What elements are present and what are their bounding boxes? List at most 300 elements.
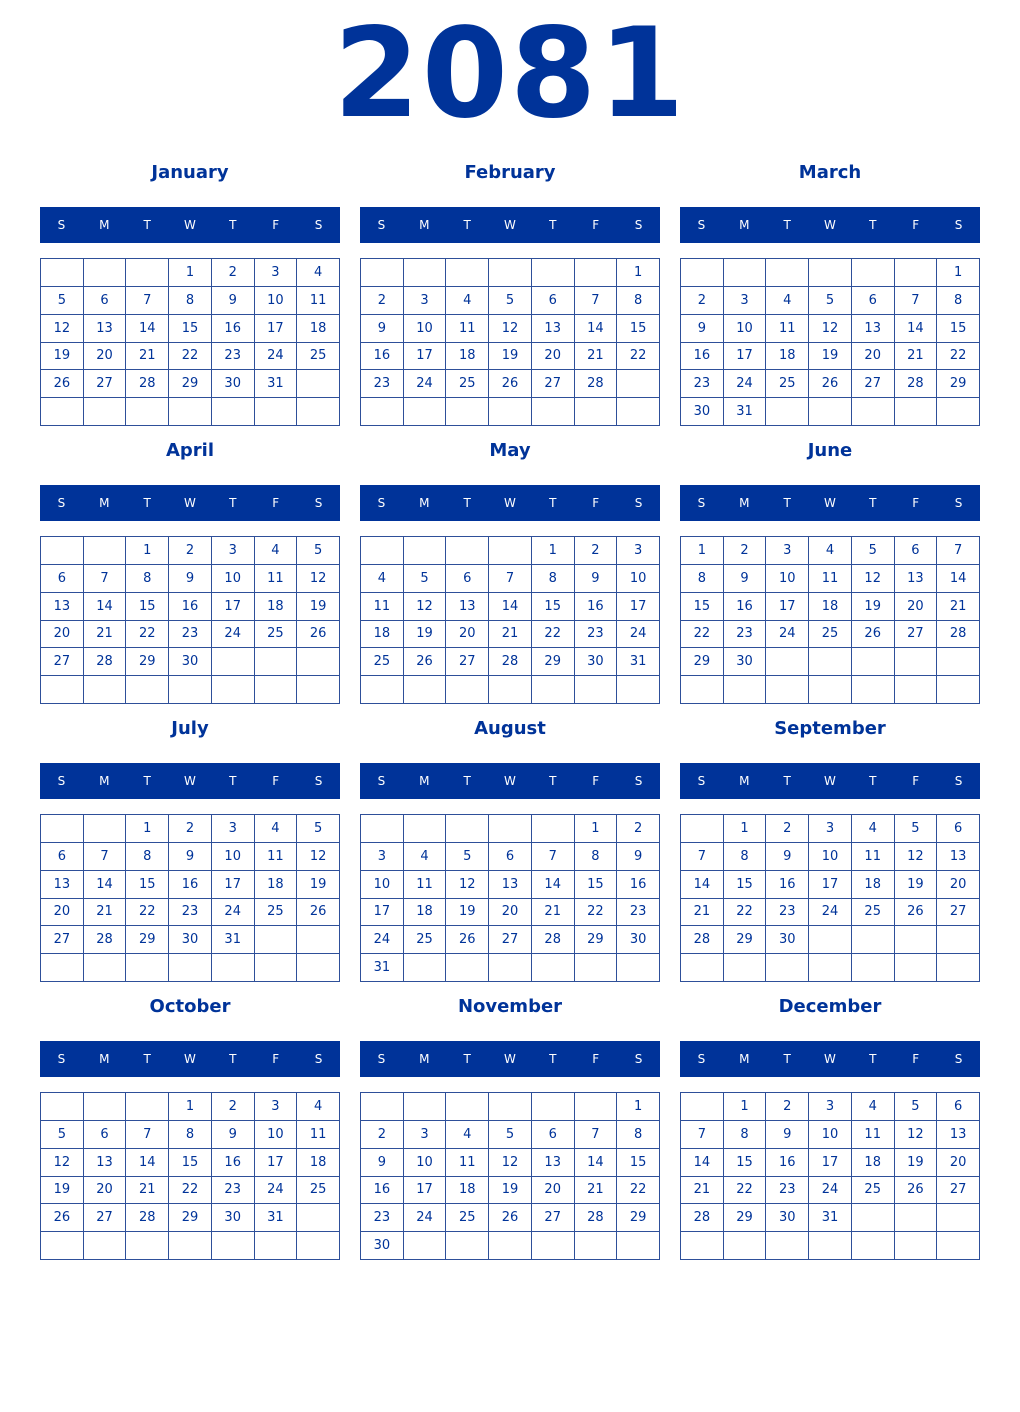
weekday-label: T — [549, 774, 557, 788]
day-cell: 7 — [532, 843, 575, 871]
day-cell: 27 — [937, 1177, 980, 1205]
day-cell: 15 — [724, 871, 767, 899]
day-cell — [724, 676, 767, 704]
day-cell: 30 — [617, 926, 660, 954]
weekday-header — [360, 207, 660, 243]
day-cell — [681, 676, 724, 704]
day-cell: 14 — [575, 315, 618, 343]
day-cell: 25 — [852, 899, 895, 927]
day-cell: 4 — [446, 1121, 489, 1149]
day-cell: 18 — [361, 621, 404, 649]
day-cell: 23 — [212, 1177, 255, 1205]
weekday-label: S — [634, 496, 643, 510]
day-cell: 2 — [766, 1093, 809, 1121]
day-cell: 25 — [404, 926, 447, 954]
day-cell — [84, 954, 127, 982]
day-cell: 11 — [297, 287, 340, 315]
day-cell — [212, 676, 255, 704]
day-cell — [766, 1232, 809, 1260]
day-cell — [446, 398, 489, 426]
day-cell: 29 — [532, 648, 575, 676]
day-cell: 27 — [532, 370, 575, 398]
day-cell: 13 — [532, 315, 575, 343]
weekday-label: T — [869, 218, 877, 232]
day-cell — [84, 815, 127, 843]
day-cell: 3 — [212, 537, 255, 565]
day-cell — [937, 1204, 980, 1232]
day-cell: 4 — [766, 287, 809, 315]
day-cell: 10 — [361, 871, 404, 899]
day-cell — [41, 1093, 84, 1121]
day-cell: 8 — [126, 843, 169, 871]
weekday-label: M — [419, 496, 430, 510]
weekday-label: S — [954, 774, 963, 788]
day-cell: 6 — [41, 843, 84, 871]
day-cell — [41, 259, 84, 287]
day-cell: 16 — [169, 871, 212, 899]
day-cell: 2 — [169, 815, 212, 843]
day-cell: 17 — [404, 343, 447, 371]
day-cell: 28 — [489, 648, 532, 676]
day-cell: 29 — [126, 926, 169, 954]
weekday-label: S — [697, 496, 706, 510]
day-cell: 8 — [126, 565, 169, 593]
day-cell: 19 — [852, 593, 895, 621]
day-cell — [489, 259, 532, 287]
day-cell: 7 — [575, 1121, 618, 1149]
day-cell: 14 — [126, 1149, 169, 1177]
day-cell — [852, 259, 895, 287]
day-cell — [724, 954, 767, 982]
day-cell — [809, 926, 852, 954]
weekday-label: F — [592, 774, 600, 788]
day-cell: 10 — [212, 843, 255, 871]
day-cell — [361, 815, 404, 843]
day-cell: 23 — [169, 621, 212, 649]
day-cell: 25 — [297, 343, 340, 371]
day-cell: 12 — [41, 1149, 84, 1177]
day-cell — [809, 676, 852, 704]
day-cell — [84, 259, 127, 287]
day-cell — [404, 1093, 447, 1121]
weekday-header — [360, 1041, 660, 1077]
day-cell: 22 — [532, 621, 575, 649]
day-cell: 31 — [212, 926, 255, 954]
day-cell: 4 — [852, 1093, 895, 1121]
day-cell — [895, 648, 938, 676]
day-cell: 6 — [895, 537, 938, 565]
day-cell: 26 — [852, 621, 895, 649]
days-grid — [680, 814, 980, 982]
weekday-label: F — [272, 1052, 280, 1066]
day-cell: 31 — [361, 954, 404, 982]
day-cell: 12 — [489, 1149, 532, 1177]
day-cell — [852, 1204, 895, 1232]
day-cell — [126, 1093, 169, 1121]
day-cell — [297, 398, 340, 426]
weekday-label: T — [869, 1052, 877, 1066]
day-cell: 31 — [617, 648, 660, 676]
day-cell: 5 — [489, 1121, 532, 1149]
day-cell — [724, 259, 767, 287]
day-cell — [724, 1232, 767, 1260]
day-cell: 8 — [169, 1121, 212, 1149]
day-cell: 28 — [681, 1204, 724, 1232]
day-cell: 6 — [937, 815, 980, 843]
day-cell: 3 — [766, 537, 809, 565]
weekday-label: M — [739, 1052, 750, 1066]
day-cell: 12 — [852, 565, 895, 593]
day-cell — [41, 537, 84, 565]
weekday-label: W — [824, 218, 836, 232]
month-name: October — [149, 996, 231, 1017]
day-cell: 21 — [489, 621, 532, 649]
day-cell — [809, 259, 852, 287]
day-cell: 18 — [446, 343, 489, 371]
day-cell: 11 — [446, 315, 489, 343]
day-cell: 7 — [681, 1121, 724, 1149]
day-cell: 13 — [895, 565, 938, 593]
day-cell — [532, 398, 575, 426]
day-cell: 8 — [937, 287, 980, 315]
weekday-label: W — [824, 774, 836, 788]
weekday-label: S — [954, 496, 963, 510]
weekday-label: W — [184, 218, 196, 232]
day-cell: 2 — [617, 815, 660, 843]
day-cell: 11 — [255, 843, 298, 871]
day-cell: 14 — [489, 593, 532, 621]
day-cell: 26 — [489, 370, 532, 398]
day-cell: 7 — [895, 287, 938, 315]
day-cell: 12 — [404, 593, 447, 621]
day-cell — [255, 1232, 298, 1260]
day-cell: 28 — [681, 926, 724, 954]
day-cell: 24 — [766, 621, 809, 649]
day-cell — [575, 676, 618, 704]
day-cell: 29 — [169, 370, 212, 398]
day-cell: 12 — [809, 315, 852, 343]
weekday-label: M — [99, 774, 110, 788]
days-grid — [360, 536, 660, 704]
weekday-label: T — [229, 218, 237, 232]
day-cell: 10 — [404, 1149, 447, 1177]
day-cell: 22 — [617, 343, 660, 371]
day-cell — [532, 815, 575, 843]
day-cell — [297, 370, 340, 398]
day-cell: 8 — [532, 565, 575, 593]
month-name: August — [474, 718, 546, 739]
weekday-label: T — [783, 774, 791, 788]
day-cell: 25 — [446, 370, 489, 398]
day-cell — [489, 537, 532, 565]
day-cell: 11 — [297, 1121, 340, 1149]
day-cell: 13 — [852, 315, 895, 343]
weekday-label: T — [463, 496, 471, 510]
day-cell: 15 — [169, 315, 212, 343]
day-cell: 10 — [255, 287, 298, 315]
day-cell: 27 — [532, 1204, 575, 1232]
weekday-header — [40, 485, 340, 521]
day-cell: 28 — [84, 648, 127, 676]
day-cell: 14 — [532, 871, 575, 899]
day-cell — [126, 1232, 169, 1260]
weekday-label: T — [783, 1052, 791, 1066]
month-name: July — [171, 718, 209, 739]
day-cell — [404, 676, 447, 704]
day-cell: 9 — [361, 315, 404, 343]
month-name: December — [778, 996, 882, 1017]
day-cell — [404, 259, 447, 287]
day-cell: 21 — [575, 1177, 618, 1205]
day-cell: 28 — [575, 370, 618, 398]
day-cell: 6 — [446, 565, 489, 593]
day-cell: 29 — [617, 1204, 660, 1232]
day-cell — [895, 259, 938, 287]
day-cell: 13 — [41, 871, 84, 899]
day-cell: 19 — [809, 343, 852, 371]
day-cell: 10 — [404, 315, 447, 343]
day-cell: 29 — [169, 1204, 212, 1232]
day-cell: 11 — [404, 871, 447, 899]
weekday-header — [680, 1041, 980, 1077]
day-cell — [489, 398, 532, 426]
day-cell: 11 — [361, 593, 404, 621]
day-cell: 25 — [852, 1177, 895, 1205]
weekday-label: S — [377, 496, 386, 510]
day-cell — [446, 1232, 489, 1260]
day-cell: 30 — [681, 398, 724, 426]
day-cell: 21 — [532, 899, 575, 927]
day-cell — [404, 398, 447, 426]
day-cell: 24 — [404, 1204, 447, 1232]
day-cell — [169, 954, 212, 982]
day-cell: 23 — [766, 899, 809, 927]
day-cell: 6 — [84, 1121, 127, 1149]
day-cell — [681, 954, 724, 982]
day-cell — [852, 398, 895, 426]
day-cell: 14 — [681, 871, 724, 899]
day-cell — [895, 398, 938, 426]
day-cell: 13 — [41, 593, 84, 621]
day-cell: 5 — [895, 1093, 938, 1121]
day-cell: 11 — [766, 315, 809, 343]
day-cell: 26 — [41, 1204, 84, 1232]
day-cell — [809, 1232, 852, 1260]
day-cell: 8 — [575, 843, 618, 871]
day-cell: 24 — [617, 621, 660, 649]
day-cell: 29 — [937, 370, 980, 398]
day-cell — [852, 926, 895, 954]
day-cell: 22 — [681, 621, 724, 649]
day-cell: 13 — [532, 1149, 575, 1177]
day-cell: 1 — [617, 1093, 660, 1121]
weekday-label: S — [377, 218, 386, 232]
day-cell — [297, 1204, 340, 1232]
day-cell: 16 — [766, 871, 809, 899]
day-cell: 3 — [255, 259, 298, 287]
weekday-label: S — [314, 1052, 323, 1066]
day-cell: 6 — [937, 1093, 980, 1121]
day-cell: 15 — [126, 871, 169, 899]
weekday-label: S — [697, 218, 706, 232]
day-cell: 11 — [852, 1121, 895, 1149]
day-cell: 16 — [169, 593, 212, 621]
day-cell: 14 — [84, 593, 127, 621]
day-cell — [361, 259, 404, 287]
day-cell — [255, 926, 298, 954]
day-cell — [895, 926, 938, 954]
day-cell: 19 — [297, 871, 340, 899]
day-cell: 15 — [617, 315, 660, 343]
day-cell — [169, 398, 212, 426]
day-cell: 6 — [84, 287, 127, 315]
weekday-label: T — [143, 496, 151, 510]
day-cell: 23 — [361, 370, 404, 398]
weekday-label: M — [99, 218, 110, 232]
day-cell — [361, 676, 404, 704]
day-cell — [297, 676, 340, 704]
day-cell — [575, 259, 618, 287]
day-cell: 4 — [809, 537, 852, 565]
weekday-header — [680, 485, 980, 521]
weekday-header — [680, 763, 980, 799]
day-cell — [489, 676, 532, 704]
day-cell: 20 — [41, 899, 84, 927]
day-cell — [937, 926, 980, 954]
days-grid — [360, 814, 660, 982]
day-cell: 22 — [169, 343, 212, 371]
weekday-header — [40, 207, 340, 243]
day-cell: 24 — [724, 370, 767, 398]
day-cell: 23 — [212, 343, 255, 371]
day-cell — [404, 815, 447, 843]
day-cell: 27 — [41, 648, 84, 676]
month-name: June — [807, 440, 853, 461]
day-cell: 2 — [724, 537, 767, 565]
day-cell — [852, 648, 895, 676]
day-cell: 25 — [361, 648, 404, 676]
day-cell: 3 — [404, 1121, 447, 1149]
day-cell: 16 — [212, 1149, 255, 1177]
weekday-header — [360, 763, 660, 799]
day-cell: 16 — [361, 1177, 404, 1205]
day-cell: 4 — [404, 843, 447, 871]
weekday-label: T — [783, 218, 791, 232]
days-grid — [40, 536, 340, 704]
day-cell: 17 — [212, 871, 255, 899]
day-cell — [126, 676, 169, 704]
day-cell — [404, 1232, 447, 1260]
day-cell — [297, 926, 340, 954]
weekday-label: S — [377, 774, 386, 788]
weekday-label: S — [697, 1052, 706, 1066]
day-cell: 18 — [404, 899, 447, 927]
day-cell — [41, 1232, 84, 1260]
day-cell — [489, 954, 532, 982]
day-cell — [361, 537, 404, 565]
day-cell — [489, 815, 532, 843]
day-cell — [937, 648, 980, 676]
day-cell — [84, 537, 127, 565]
weekday-label: F — [912, 496, 920, 510]
day-cell: 9 — [575, 565, 618, 593]
day-cell: 29 — [681, 648, 724, 676]
day-cell: 25 — [446, 1204, 489, 1232]
day-cell: 26 — [489, 1204, 532, 1232]
day-cell: 7 — [126, 287, 169, 315]
day-cell — [766, 259, 809, 287]
weekday-label: S — [314, 218, 323, 232]
day-cell: 20 — [532, 1177, 575, 1205]
day-cell: 30 — [212, 370, 255, 398]
day-cell — [895, 676, 938, 704]
day-cell — [361, 1093, 404, 1121]
month-name: May — [489, 440, 531, 461]
day-cell: 20 — [489, 899, 532, 927]
day-cell: 22 — [126, 899, 169, 927]
day-cell — [852, 676, 895, 704]
day-cell — [489, 1093, 532, 1121]
day-cell — [255, 398, 298, 426]
weekday-label: F — [912, 1052, 920, 1066]
day-cell — [766, 648, 809, 676]
day-cell: 24 — [255, 343, 298, 371]
day-cell: 14 — [681, 1149, 724, 1177]
day-cell: 10 — [766, 565, 809, 593]
day-cell: 5 — [41, 1121, 84, 1149]
day-cell: 4 — [255, 537, 298, 565]
day-cell: 15 — [126, 593, 169, 621]
weekday-label: S — [57, 496, 66, 510]
day-cell: 30 — [212, 1204, 255, 1232]
day-cell: 2 — [361, 1121, 404, 1149]
day-cell: 9 — [766, 843, 809, 871]
day-cell — [766, 676, 809, 704]
day-cell: 3 — [404, 287, 447, 315]
day-cell: 3 — [809, 1093, 852, 1121]
day-cell: 15 — [617, 1149, 660, 1177]
day-cell: 12 — [446, 871, 489, 899]
day-cell — [681, 259, 724, 287]
weekday-label: S — [954, 218, 963, 232]
day-cell: 5 — [852, 537, 895, 565]
day-cell: 12 — [489, 315, 532, 343]
day-cell: 18 — [297, 1149, 340, 1177]
weekday-label: M — [739, 496, 750, 510]
day-cell: 25 — [255, 621, 298, 649]
day-cell: 28 — [895, 370, 938, 398]
day-cell: 7 — [489, 565, 532, 593]
month-name: September — [774, 718, 886, 739]
day-cell — [212, 648, 255, 676]
day-cell: 13 — [84, 315, 127, 343]
day-cell: 20 — [937, 871, 980, 899]
day-cell: 21 — [84, 899, 127, 927]
day-cell: 19 — [489, 343, 532, 371]
weekday-label: T — [549, 218, 557, 232]
weekday-label: T — [229, 496, 237, 510]
day-cell: 19 — [446, 899, 489, 927]
day-cell: 16 — [575, 593, 618, 621]
day-cell: 4 — [297, 1093, 340, 1121]
weekday-label: W — [184, 496, 196, 510]
day-cell: 30 — [724, 648, 767, 676]
day-cell: 4 — [446, 287, 489, 315]
day-cell — [446, 954, 489, 982]
day-cell: 7 — [681, 843, 724, 871]
day-cell: 5 — [404, 565, 447, 593]
day-cell — [297, 954, 340, 982]
